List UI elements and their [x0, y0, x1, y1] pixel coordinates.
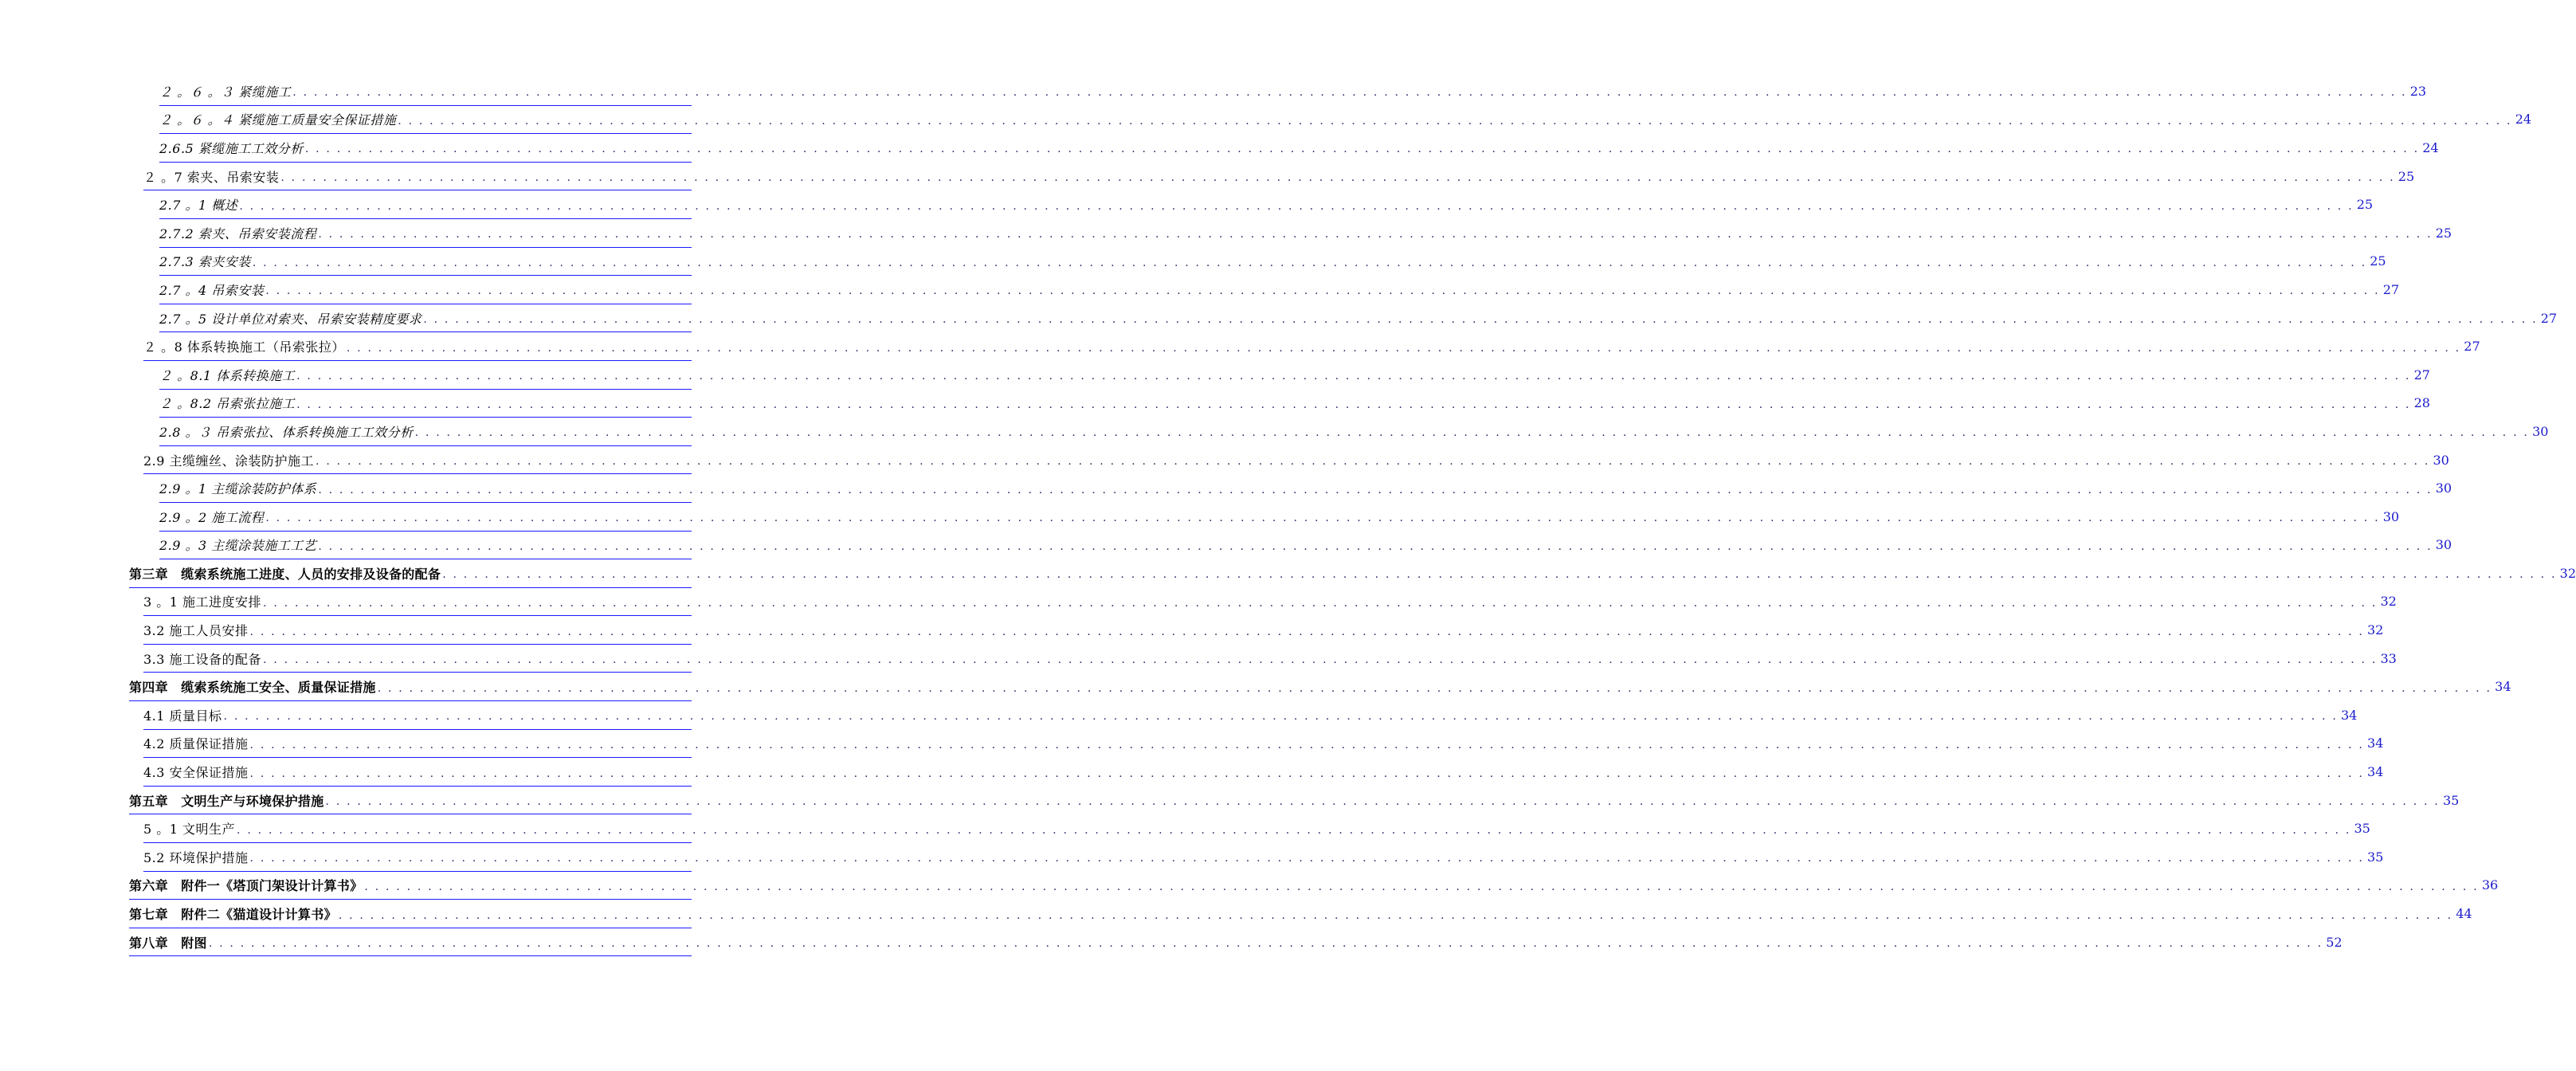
- toc-entry-page-number: 30: [2433, 452, 2449, 468]
- toc-leader-dots: . . . . . . . . . . . . . . . . . . . . . . . . . . . . . . . . . . . . . . . . . . . . . . . . . . . . . . . . . . . . . . . . . . . . . . . . . . . . . . . . . . . . . . . . . . . . . . . . . . . . . . . . . . . . . . . . . . . . . . . . . . . . . . . . . . . . . . . . . . . . . . . . . . . . . . . . . . . . . . . . . . . . . . . . . . . . . . . . . . . . . . . . . . . . . . . . . . . . . . . .: [325, 795, 2440, 809]
- toc-entry[interactable]: [0, 332, 2480, 361]
- toc-entry-title: ２ 。６ 。４ 紧缆施工质量安全保证措施: [159, 112, 397, 128]
- toc-entry-title: 2.7 。5 设计单位对索夹、吊索安装精度要求: [159, 311, 422, 327]
- toc-entry[interactable]: [0, 758, 2384, 787]
- toc-entry[interactable]: [0, 418, 2549, 446]
- toc-leader-dots: . . . . . . . . . . . . . . . . . . . . . . . . . . . . . . . . . . . . . . . . . . . . . . . . . . . . . . . . . . . . . . . . . . . . . . . . . . . . . . . . . . . . . . . . . . . . . . . . . . . . . . . . . . . . . . . . . . . . . . . . . . . . . . . . . . . . . . . . . . . . . . . . . . . . . . . . . . . . . . . . . . . . . . . . . . . . . . . . . . . . . . . . . . . . . . . . . . . . . . . .: [265, 512, 2380, 525]
- toc-entry-page-number: 52: [2326, 934, 2343, 950]
- toc-entry[interactable]: [0, 645, 2397, 673]
- toc-entry-link[interactable]: [159, 474, 2452, 503]
- toc-entry[interactable]: [0, 701, 2358, 730]
- toc-entry-page-number: 35: [2354, 821, 2370, 837]
- toc-leader-dots: . . . . . . . . . . . . . . . . . . . . . . . . . . . . . . . . . . . . . . . . . . . . . . . . . . . . . . . . . . . . . . . . . . . . . . . . . . . . . . . . . . . . . . . . . . . . . . . . . . . . . . . . . . . . . . . . . . . . . . . . . . . . . . . . . . . . . . . . . . . . . . . . . . . . . . . . . . . . . . . . . . . . . . . . . . . . . . . . . . . . . . . . . . . . . . . . . . . . . . . .: [265, 284, 2380, 298]
- toc-entry-title: 2.9 。2 施工流程: [159, 509, 265, 525]
- toc-entry-page-number: 27: [2464, 339, 2480, 355]
- toc-entry-page-number: 34: [2495, 679, 2511, 695]
- table-of-contents: [0, 77, 2576, 956]
- toc-leader-dots: . . . . . . . . . . . . . . . . . . . . . . . . . . . . . . . . . . . . . . . . . . . . . . . . . . . . . . . . . . . . . . . . . . . . . . . . . . . . . . . . . . . . . . . . . . . . . . . . . . . . . . . . . . . . . . . . . . . . . . . . . . . . . . . . . . . . . . . . . . . . . . . . . . . . . . . . . . . . . . . . . . . . . . . . . . . . . . . . . . . . . . . . . . . . . . . . . . . . . . . .: [292, 86, 2407, 100]
- toc-entry-title: 第八章 附图: [129, 935, 207, 951]
- toc-entry-title: 2.7.3 索夹安装: [159, 254, 251, 270]
- toc-entry-title: 第七章 附件二《猫道设计计算书》: [129, 907, 337, 923]
- toc-entry[interactable]: [0, 900, 2472, 928]
- toc-entry-link[interactable]: [143, 332, 2480, 361]
- toc-leader-dots: . . . . . . . . . . . . . . . . . . . . . . . . . . . . . . . . . . . . . . . . . . . . . . . . . . . . . . . . . . . . . . . . . . . . . . . . . . . . . . . . . . . . . . . . . . . . . . . . . . . . . . . . . . . . . . . . . . . . . . . . . . . . . . . . . . . . . . . . . . . . . . . . . . . . . . . . . . . . . . . . . . . . . . . . . . . . . . . . . . . . . . . . . . . . . . . . . . . . . . . .: [249, 767, 2364, 780]
- toc-entry[interactable]: [0, 872, 2499, 900]
- toc-entry-title: ２ 。8.1 体系转换施工: [159, 367, 296, 383]
- toc-entry[interactable]: [0, 248, 2386, 277]
- toc-entry[interactable]: [0, 219, 2452, 248]
- toc-leader-dots: . . . . . . . . . . . . . . . . . . . . . . . . . . . . . . . . . . . . . . . . . . . . . . . . . . . . . . . . . . . . . . . . . . . . . . . . . . . . . . . . . . . . . . . . . . . . . . . . . . . . . . . . . . . . . . . . . . . . . . . . . . . . . . . . . . . . . . . . . . . . . . . . . . . . . . . . . . . . . . . . . . . . . . . . . . . . . . . . . . . . . . . . . . . . . . . . . . . . . . . .: [442, 568, 2557, 582]
- toc-leader-dots: . . . . . . . . . . . . . . . . . . . . . . . . . . . . . . . . . . . . . . . . . . . . . . . . . . . . . . . . . . . . . . . . . . . . . . . . . . . . . . . . . . . . . . . . . . . . . . . . . . . . . . . . . . . . . . . . . . . . . . . . . . . . . . . . . . . . . . . . . . . . . . . . . . . . . . . . . . . . . . . . . . . . . . . . . . . . . . . . . . . . . . . . . . . . . . . . . . . . . . . .: [377, 681, 2492, 695]
- toc-entry-link[interactable]: [129, 928, 2343, 957]
- toc-entry-title: 2.7.2 索夹、吊索安装流程: [159, 226, 317, 241]
- toc-entry-title: 3 。1 施工进度安排: [143, 594, 262, 610]
- toc-entry-page-number: 34: [2366, 764, 2384, 780]
- toc-entry-page-number: 27: [2413, 367, 2430, 382]
- toc-entry-link[interactable]: [143, 843, 2384, 872]
- toc-entry[interactable]: [0, 673, 2511, 701]
- toc-entry-link[interactable]: [159, 276, 2400, 304]
- toc-entry-link[interactable]: [159, 219, 2452, 248]
- toc-leader-dots: . . . . . . . . . . . . . . . . . . . . . . . . . . . . . . . . . . . . . . . . . . . . . . . . . . . . . . . . . . . . . . . . . . . . . . . . . . . . . . . . . . . . . . . . . . . . . . . . . . . . . . . . . . . . . . . . . . . . . . . . . . . . . . . . . . . . . . . . . . . . . . . . . . . . . . . . . . . . . . . . . . . . . . . . . . . . . . . . . . . . . . . . . . . . . . . . . . . . . . . .: [223, 710, 2338, 724]
- toc-entry-link[interactable]: [159, 532, 2452, 560]
- toc-entry-link[interactable]: [129, 872, 2499, 900]
- toc-entry-link[interactable]: [129, 559, 2576, 588]
- toc-leader-dots: . . . . . . . . . . . . . . . . . . . . . . . . . . . . . . . . . . . . . . . . . . . . . . . . . . . . . . . . . . . . . . . . . . . . . . . . . . . . . . . . . . . . . . . . . . . . . . . . . . . . . . . . . . . . . . . . . . . . . . . . . . . . . . . . . . . . . . . . . . . . . . . . . . . . . . . . . . . . . . . . . . . . . . . . . . . . . . . . . . . . . . . . . . . . . . . . . . . . . . . .: [346, 341, 2461, 355]
- toc-entry-link[interactable]: [159, 361, 2430, 390]
- toc-entry-link[interactable]: [143, 701, 2358, 730]
- toc-leader-dots: . . . . . . . . . . . . . . . . . . . . . . . . . . . . . . . . . . . . . . . . . . . . . . . . . . . . . . . . . . . . . . . . . . . . . . . . . . . . . . . . . . . . . . . . . . . . . . . . . . . . . . . . . . . . . . . . . . . . . . . . . . . . . . . . . . . . . . . . . . . . . . . . . . . . . . . . . . . . . . . . . . . . . . . . . . . . . . . . . . . . . . . . . . . . . . . . . . . . . . . .: [249, 852, 2364, 865]
- toc-entry[interactable]: [0, 814, 2370, 843]
- toc-entry-page-number: 28: [2413, 395, 2430, 411]
- toc-leader-dots: . . . . . . . . . . . . . . . . . . . . . . . . . . . . . . . . . . . . . . . . . . . . . . . . . . . . . . . . . . . . . . . . . . . . . . . . . . . . . . . . . . . . . . . . . . . . . . . . . . . . . . . . . . . . . . . . . . . . . . . . . . . . . . . . . . . . . . . . . . . . . . . . . . . . . . . . . . . . . . . . . . . . . . . . . . . . . . . . . . . . . . . . . . . . . . . . . . . . . . . .: [318, 539, 2433, 553]
- toc-entry[interactable]: [0, 390, 2430, 418]
- toc-entry-page-number: 25: [2370, 253, 2386, 269]
- toc-entry-page-number: 25: [2356, 197, 2374, 213]
- toc-entry-title: ２ 。６ 。３ 紧缆施工: [159, 84, 292, 100]
- toc-entry-link[interactable]: [143, 758, 2384, 787]
- toc-entry[interactable]: [0, 77, 2427, 106]
- toc-entry-title: 5 。1 文明生产: [143, 822, 236, 838]
- toc-entry-title: 4.2 质量保证措施: [143, 736, 249, 752]
- toc-entry-page-number: 35: [2366, 849, 2384, 865]
- toc-entry-title: 4.1 质量目标: [143, 708, 222, 724]
- toc-entry-title: 2.9 主缆缠丝、涂装防护施工: [143, 453, 315, 469]
- toc-entry-title: 2.9 。3 主缆涂装施工工艺: [159, 538, 317, 554]
- toc-entry-title: 3.2 施工人员安排: [143, 623, 249, 639]
- toc-leader-dots: . . . . . . . . . . . . . . . . . . . . . . . . . . . . . . . . . . . . . . . . . . . . . . . . . . . . . . . . . . . . . . . . . . . . . . . . . . . . . . . . . . . . . . . . . . . . . . . . . . . . . . . . . . . . . . . . . . . . . . . . . . . . . . . . . . . . . . . . . . . . . . . . . . . . . . . . . . . . . . . . . . . . . . . . . . . . . . . . . . . . . . . . . . . . . . . . . . . . . . . .: [252, 256, 2367, 269]
- toc-entry[interactable]: [0, 928, 2343, 957]
- toc-entry-page-number: 27: [2540, 310, 2558, 326]
- toc-entry-page-number: 36: [2481, 877, 2499, 893]
- toc-entry-title: ２ 。8 体系转换施工（吊索张拉）: [143, 339, 345, 355]
- toc-entry[interactable]: [0, 588, 2397, 617]
- toc-entry-page-number: 30: [2382, 508, 2400, 524]
- toc-entry-page-number: 24: [2422, 139, 2439, 155]
- toc-entry[interactable]: [0, 787, 2460, 815]
- toc-entry-link[interactable]: [159, 418, 2549, 446]
- toc-entry-title: 2.8 。３ 吊索张拉、体系转换施工工效分析: [159, 424, 414, 440]
- toc-leader-dots: . . . . . . . . . . . . . . . . . . . . . . . . . . . . . . . . . . . . . . . . . . . . . . . . . . . . . . . . . . . . . . . . . . . . . . . . . . . . . . . . . . . . . . . . . . . . . . . . . . . . . . . . . . . . . . . . . . . . . . . . . . . . . . . . . . . . . . . . . . . . . . . . . . . . . . . . . . . . . . . . . . . . . . . . . . . . . . . . . . . . . . . . . . . . . . . . . . . . . . . .: [364, 880, 2479, 893]
- toc-entry-link[interactable]: [143, 616, 2384, 645]
- toc-entry-page-number: 32: [2380, 594, 2397, 610]
- toc-entry-link[interactable]: [159, 248, 2386, 277]
- toc-entry-link[interactable]: [143, 645, 2397, 673]
- toc-entry[interactable]: [0, 532, 2452, 560]
- toc-entry-link[interactable]: [159, 390, 2430, 418]
- toc-leader-dots: . . . . . . . . . . . . . . . . . . . . . . . . . . . . . . . . . . . . . . . . . . . . . . . . . . . . . . . . . . . . . . . . . . . . . . . . . . . . . . . . . . . . . . . . . . . . . . . . . . . . . . . . . . . . . . . . . . . . . . . . . . . . . . . . . . . . . . . . . . . . . . . . . . . . . . . . . . . . . . . . . . . . . . . . . . . . . . . . . . . . . . . . . . . . . . . . . . . . . . . .: [316, 455, 2430, 469]
- toc-leader-dots: . . . . . . . . . . . . . . . . . . . . . . . . . . . . . . . . . . . . . . . . . . . . . . . . . . . . . . . . . . . . . . . . . . . . . . . . . . . . . . . . . . . . . . . . . . . . . . . . . . . . . . . . . . . . . . . . . . . . . . . . . . . . . . . . . . . . . . . . . . . . . . . . . . . . . . . . . . . . . . . . . . . . . . . . . . . . . . . . . . . . . . . . . . . . . . . . . . . . . . . .: [338, 908, 2453, 922]
- toc-entry-link[interactable]: [143, 588, 2397, 617]
- toc-entry-link[interactable]: [143, 446, 2449, 475]
- toc-entry[interactable]: [0, 163, 2415, 191]
- toc-leader-dots: . . . . . . . . . . . . . . . . . . . . . . . . . . . . . . . . . . . . . . . . . . . . . . . . . . . . . . . . . . . . . . . . . . . . . . . . . . . . . . . . . . . . . . . . . . . . . . . . . . . . . . . . . . . . . . . . . . . . . . . . . . . . . . . . . . . . . . . . . . . . . . . . . . . . . . . . . . . . . . . . . . . . . . . . . . . . . . . . . . . . . . . . . . . . . . . . . . . . . . . .: [280, 171, 2395, 185]
- toc-entry-link[interactable]: [159, 503, 2400, 532]
- toc-entry-title: ２ 。7 索夹、吊索安装: [143, 169, 280, 185]
- toc-leader-dots: . . . . . . . . . . . . . . . . . . . . . . . . . . . . . . . . . . . . . . . . . . . . . . . . . . . . . . . . . . . . . . . . . . . . . . . . . . . . . . . . . . . . . . . . . . . . . . . . . . . . . . . . . . . . . . . . . . . . . . . . . . . . . . . . . . . . . . . . . . . . . . . . . . . . . . . . . . . . . . . . . . . . . . . . . . . . . . . . . . . . . . . . . . . . . . . . . . . . . . . .: [249, 625, 2364, 638]
- toc-leader-dots: . . . . . . . . . . . . . . . . . . . . . . . . . . . . . . . . . . . . . . . . . . . . . . . . . . . . . . . . . . . . . . . . . . . . . . . . . . . . . . . . . . . . . . . . . . . . . . . . . . . . . . . . . . . . . . . . . . . . . . . . . . . . . . . . . . . . . . . . . . . . . . . . . . . . . . . . . . . . . . . . . . . . . . . . . . . . . . . . . . . . . . . . . . . . . . . . . . . . . . . .: [304, 143, 2420, 156]
- toc-entry-page-number: 25: [2398, 168, 2415, 184]
- toc-entry-link[interactable]: [159, 106, 2532, 135]
- toc-entry-page-number: 32: [2559, 565, 2576, 581]
- toc-entry-title: 2.6.5 紧缆施工工效分析: [159, 140, 304, 156]
- toc-entry[interactable]: [0, 559, 2576, 588]
- toc-entry-page-number: 25: [2435, 225, 2452, 241]
- toc-entry[interactable]: [0, 730, 2384, 759]
- toc-entry-page-number: 32: [2366, 622, 2384, 638]
- toc-entry-link[interactable]: [143, 814, 2370, 843]
- toc-leader-dots: . . . . . . . . . . . . . . . . . . . . . . . . . . . . . . . . . . . . . . . . . . . . . . . . . . . . . . . . . . . . . . . . . . . . . . . . . . . . . . . . . . . . . . . . . . . . . . . . . . . . . . . . . . . . . . . . . . . . . . . . . . . . . . . . . . . . . . . . . . . . . . . . . . . . . . . . . . . . . . . . . . . . . . . . . . . . . . . . . . . . . . . . . . . . . . . . . . . . . . . .: [208, 937, 2323, 951]
- toc-entry-link[interactable]: [159, 304, 2558, 333]
- toc-entry-link[interactable]: [159, 77, 2427, 106]
- toc-entry-page-number: 30: [2435, 481, 2452, 496]
- toc-entry[interactable]: [0, 106, 2532, 135]
- toc-entry-title: 2.7 。4 吊索安装: [159, 282, 265, 298]
- toc-entry-title: 3.3 施工设备的配备: [143, 651, 262, 667]
- toc-leader-dots: . . . . . . . . . . . . . . . . . . . . . . . . . . . . . . . . . . . . . . . . . . . . . . . . . . . . . . . . . . . . . . . . . . . . . . . . . . . . . . . . . . . . . . . . . . . . . . . . . . . . . . . . . . . . . . . . . . . . . . . . . . . . . . . . . . . . . . . . . . . . . . . . . . . . . . . . . . . . . . . . . . . . . . . . . . . . . . . . . . . . . . . . . . . . . . . . . . . . . . . .: [296, 370, 2411, 383]
- toc-entry-page-number: 24: [2515, 112, 2532, 128]
- toc-entry[interactable]: [0, 843, 2384, 872]
- toc-entry-page-number: 34: [2366, 736, 2384, 751]
- toc-entry[interactable]: [0, 446, 2449, 475]
- toc-entry-page-number: 30: [2435, 537, 2452, 553]
- toc-entry-title: 4.3 安全保证措施: [143, 765, 249, 781]
- toc-leader-dots: . . . . . . . . . . . . . . . . . . . . . . . . . . . . . . . . . . . . . . . . . . . . . . . . . . . . . . . . . . . . . . . . . . . . . . . . . . . . . . . . . . . . . . . . . . . . . . . . . . . . . . . . . . . . . . . . . . . . . . . . . . . . . . . . . . . . . . . . . . . . . . . . . . . . . . . . . . . . . . . . . . . . . . . . . . . . . . . . . . . . . . . . . . . . . . . . . . . . . . . .: [296, 398, 2411, 411]
- toc-entry[interactable]: [0, 474, 2452, 503]
- toc-entry-page-number: 30: [2532, 423, 2549, 439]
- toc-leader-dots: . . . . . . . . . . . . . . . . . . . . . . . . . . . . . . . . . . . . . . . . . . . . . . . . . . . . . . . . . . . . . . . . . . . . . . . . . . . . . . . . . . . . . . . . . . . . . . . . . . . . . . . . . . . . . . . . . . . . . . . . . . . . . . . . . . . . . . . . . . . . . . . . . . . . . . . . . . . . . . . . . . . . . . . . . . . . . . . . . . . . . . . . . . . . . . . . . . . . . . . .: [398, 114, 2512, 128]
- toc-entry[interactable]: [0, 616, 2384, 645]
- toc-entry[interactable]: [0, 361, 2430, 390]
- toc-leader-dots: . . . . . . . . . . . . . . . . . . . . . . . . . . . . . . . . . . . . . . . . . . . . . . . . . . . . . . . . . . . . . . . . . . . . . . . . . . . . . . . . . . . . . . . . . . . . . . . . . . . . . . . . . . . . . . . . . . . . . . . . . . . . . . . . . . . . . . . . . . . . . . . . . . . . . . . . . . . . . . . . . . . . . . . . . . . . . . . . . . . . . . . . . . . . . . . . . . . . . . . .: [263, 596, 2378, 610]
- toc-leader-dots: . . . . . . . . . . . . . . . . . . . . . . . . . . . . . . . . . . . . . . . . . . . . . . . . . . . . . . . . . . . . . . . . . . . . . . . . . . . . . . . . . . . . . . . . . . . . . . . . . . . . . . . . . . . . . . . . . . . . . . . . . . . . . . . . . . . . . . . . . . . . . . . . . . . . . . . . . . . . . . . . . . . . . . . . . . . . . . . . . . . . . . . . . . . . . . . . . . . . . . . .: [318, 228, 2433, 241]
- toc-entry-title: 2.7 。1 概述: [159, 198, 238, 214]
- toc-entry-link[interactable]: [159, 190, 2374, 219]
- toc-entry[interactable]: [0, 190, 2374, 219]
- toc-entry-title: 2.9 。1 主缆涂装防护体系: [159, 481, 317, 497]
- toc-entry-link[interactable]: [159, 134, 2439, 163]
- toc-entry-title: ２ 。8.2 吊索张拉施工: [159, 396, 296, 412]
- toc-entry-page-number: 23: [2409, 83, 2427, 99]
- toc-entry-link[interactable]: [143, 163, 2415, 191]
- toc-entry-link[interactable]: [129, 900, 2472, 928]
- toc-leader-dots: . . . . . . . . . . . . . . . . . . . . . . . . . . . . . . . . . . . . . . . . . . . . . . . . . . . . . . . . . . . . . . . . . . . . . . . . . . . . . . . . . . . . . . . . . . . . . . . . . . . . . . . . . . . . . . . . . . . . . . . . . . . . . . . . . . . . . . . . . . . . . . . . . . . . . . . . . . . . . . . . . . . . . . . . . . . . . . . . . . . . . . . . . . . . . . . . . . . . . . . .: [318, 483, 2433, 496]
- toc-entry-title: 第四章 缆索系统施工安全、质量保证措施: [129, 680, 376, 696]
- toc-entry[interactable]: [0, 276, 2400, 304]
- toc-entry-page-number: 44: [2456, 906, 2472, 922]
- toc-leader-dots: . . . . . . . . . . . . . . . . . . . . . . . . . . . . . . . . . . . . . . . . . . . . . . . . . . . . . . . . . . . . . . . . . . . . . . . . . . . . . . . . . . . . . . . . . . . . . . . . . . . . . . . . . . . . . . . . . . . . . . . . . . . . . . . . . . . . . . . . . . . . . . . . . . . . . . . . . . . . . . . . . . . . . . . . . . . . . . . . . . . . . . . . . . . . . . . . . . . . . . . .: [414, 426, 2530, 440]
- toc-leader-dots: . . . . . . . . . . . . . . . . . . . . . . . . . . . . . . . . . . . . . . . . . . . . . . . . . . . . . . . . . . . . . . . . . . . . . . . . . . . . . . . . . . . . . . . . . . . . . . . . . . . . . . . . . . . . . . . . . . . . . . . . . . . . . . . . . . . . . . . . . . . . . . . . . . . . . . . . . . . . . . . . . . . . . . . . . . . . . . . . . . . . . . . . . . . . . . . . . . . . . . . .: [249, 738, 2364, 751]
- toc-leader-dots: . . . . . . . . . . . . . . . . . . . . . . . . . . . . . . . . . . . . . . . . . . . . . . . . . . . . . . . . . . . . . . . . . . . . . . . . . . . . . . . . . . . . . . . . . . . . . . . . . . . . . . . . . . . . . . . . . . . . . . . . . . . . . . . . . . . . . . . . . . . . . . . . . . . . . . . . . . . . . . . . . . . . . . . . . . . . . . . . . . . . . . . . . . . . . . . . . . . . . . . .: [263, 653, 2378, 667]
- toc-entry-page-number: 33: [2380, 650, 2397, 666]
- toc-leader-dots: . . . . . . . . . . . . . . . . . . . . . . . . . . . . . . . . . . . . . . . . . . . . . . . . . . . . . . . . . . . . . . . . . . . . . . . . . . . . . . . . . . . . . . . . . . . . . . . . . . . . . . . . . . . . . . . . . . . . . . . . . . . . . . . . . . . . . . . . . . . . . . . . . . . . . . . . . . . . . . . . . . . . . . . . . . . . . . . . . . . . . . . . . . . . . . . . . . . . . . . .: [423, 313, 2538, 327]
- toc-entry[interactable]: [0, 304, 2558, 333]
- toc-entry-page-number: 34: [2340, 707, 2358, 723]
- toc-leader-dots: . . . . . . . . . . . . . . . . . . . . . . . . . . . . . . . . . . . . . . . . . . . . . . . . . . . . . . . . . . . . . . . . . . . . . . . . . . . . . . . . . . . . . . . . . . . . . . . . . . . . . . . . . . . . . . . . . . . . . . . . . . . . . . . . . . . . . . . . . . . . . . . . . . . . . . . . . . . . . . . . . . . . . . . . . . . . . . . . . . . . . . . . . . . . . . . . . . . . . . . .: [237, 823, 2351, 837]
- toc-entry-link[interactable]: [129, 673, 2511, 701]
- toc-leader-dots: . . . . . . . . . . . . . . . . . . . . . . . . . . . . . . . . . . . . . . . . . . . . . . . . . . . . . . . . . . . . . . . . . . . . . . . . . . . . . . . . . . . . . . . . . . . . . . . . . . . . . . . . . . . . . . . . . . . . . . . . . . . . . . . . . . . . . . . . . . . . . . . . . . . . . . . . . . . . . . . . . . . . . . . . . . . . . . . . . . . . . . . . . . . . . . . . . . . . . . . .: [239, 199, 2354, 213]
- toc-entry-page-number: 35: [2442, 792, 2460, 808]
- toc-entry-title: 5.2 环境保护措施: [143, 849, 249, 865]
- toc-entry[interactable]: [0, 134, 2439, 163]
- toc-entry-title: 第五章 文明生产与环境保护措施: [129, 793, 324, 809]
- toc-entry-title: 第三章 缆索系统施工进度、人员的安排及设备的配备: [129, 566, 441, 582]
- toc-entry-link[interactable]: [129, 787, 2460, 815]
- toc-entry[interactable]: [0, 503, 2400, 532]
- toc-entry-link[interactable]: [143, 730, 2384, 759]
- toc-entry-page-number: 27: [2382, 281, 2400, 297]
- toc-entry-title: 第六章 附件一《塔顶门架设计计算书》: [129, 878, 363, 894]
